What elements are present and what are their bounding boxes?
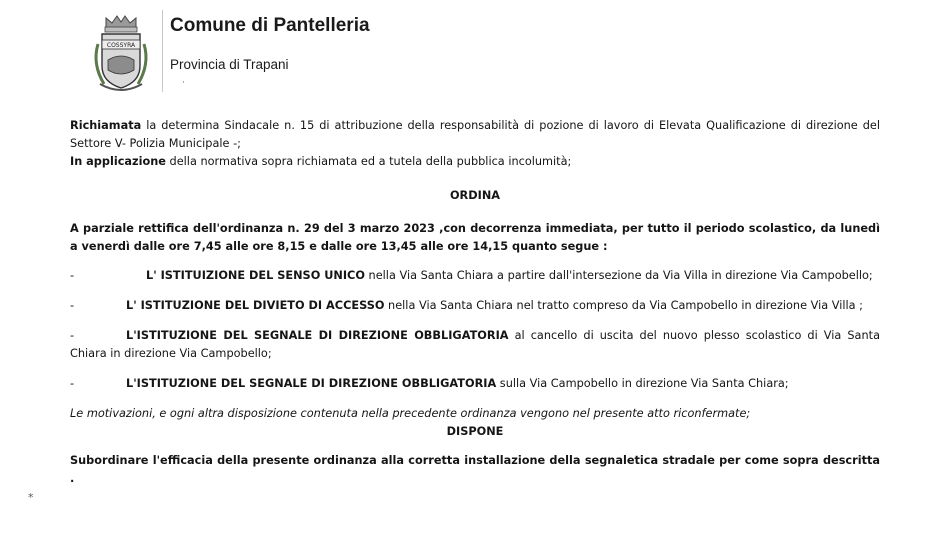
item-dash: -	[70, 377, 75, 390]
paragraph-applicazione	[70, 153, 880, 171]
ordina-item	[70, 327, 880, 363]
item-text: nella Via Santa Chiara nel tratto compreso da Via Campobello in direzione Via Villa ;	[384, 299, 863, 312]
province-name: Provincia di Trapani	[170, 57, 289, 72]
item-text: al cancello di uscita del nuovo plesso scolastico di Via Santa Chiara in direzione Via Campobello;	[70, 329, 880, 360]
ordina-item	[70, 375, 880, 393]
crest-text: COSSYRA	[106, 42, 136, 49]
municipal-crest-logo	[88, 14, 154, 96]
applicazione-text: della normativa sopra richiamata ed a tutela della pubblica incolumità;	[165, 155, 572, 168]
ordina-lead: A parziale rettifica dell'ordinanza n. 29 del 3 marzo 2023 ,con decorrenza immediata, per tutto il periodo scolastico, da lunedì a venerdì dalle ore 7,45 alle ore 8,15 e dalle ore 13,45 alle ore 14,15 quanto segue :	[70, 222, 880, 253]
applicazione-label: In applicazione	[70, 155, 166, 168]
item-bold: L' ISTITUIZIONE DEL SENSO UNICO	[146, 269, 365, 282]
dispone-text: Subordinare l'efficacia della presente ordinanza alla corretta installazione della segnaletica stradale per come sopra descritta .	[70, 454, 880, 485]
scan-speck: *	[28, 491, 34, 504]
ordina-item	[70, 267, 880, 285]
municipality-name: Comune di Pantelleria	[170, 15, 370, 36]
item-dash: -	[70, 299, 75, 312]
richiamata-label: Richiamata	[70, 119, 142, 132]
paragraph-richiamata	[70, 117, 880, 153]
dispone-heading: DISPONE	[446, 425, 504, 438]
closing-note: Le motivazioni, e ogni altra disposizione contenuta nella precedente ordinanza vengono nel presente atto riconfermate;	[70, 407, 751, 420]
item-text: sulla Via Campobello in direzione Via Santa Chiara;	[496, 377, 789, 390]
richiamata-text: la determina Sindacale n. 15 di attribuzione della responsabilità di pozione di lavoro di Elevata Qualificazione di direzione del Settore V- Polizia Municipale -;	[70, 119, 880, 150]
item-bold: L'ISTITUZIONE DEL SEGNALE DI DIREZIONE OBBLIGATORIA	[126, 329, 509, 342]
header-divider	[162, 10, 163, 92]
item-bold: L'ISTITUZIONE DEL SEGNALE DI DIREZIONE OBBLIGATORIA	[126, 377, 497, 390]
ordina-heading: ORDINA	[449, 189, 501, 202]
item-text: nella Via Santa Chiara a partire dall'intersezione da Via Villa in direzione Via Campobello;	[364, 269, 873, 282]
item-bold: L' ISTITUZIONE DEL DIVIETO DI ACCESSO	[126, 299, 385, 312]
scan-speck: ·	[182, 78, 185, 88]
item-dash: -	[70, 269, 75, 282]
ordina-item	[70, 297, 880, 315]
item-dash: -	[70, 329, 75, 342]
document-body	[70, 117, 880, 488]
